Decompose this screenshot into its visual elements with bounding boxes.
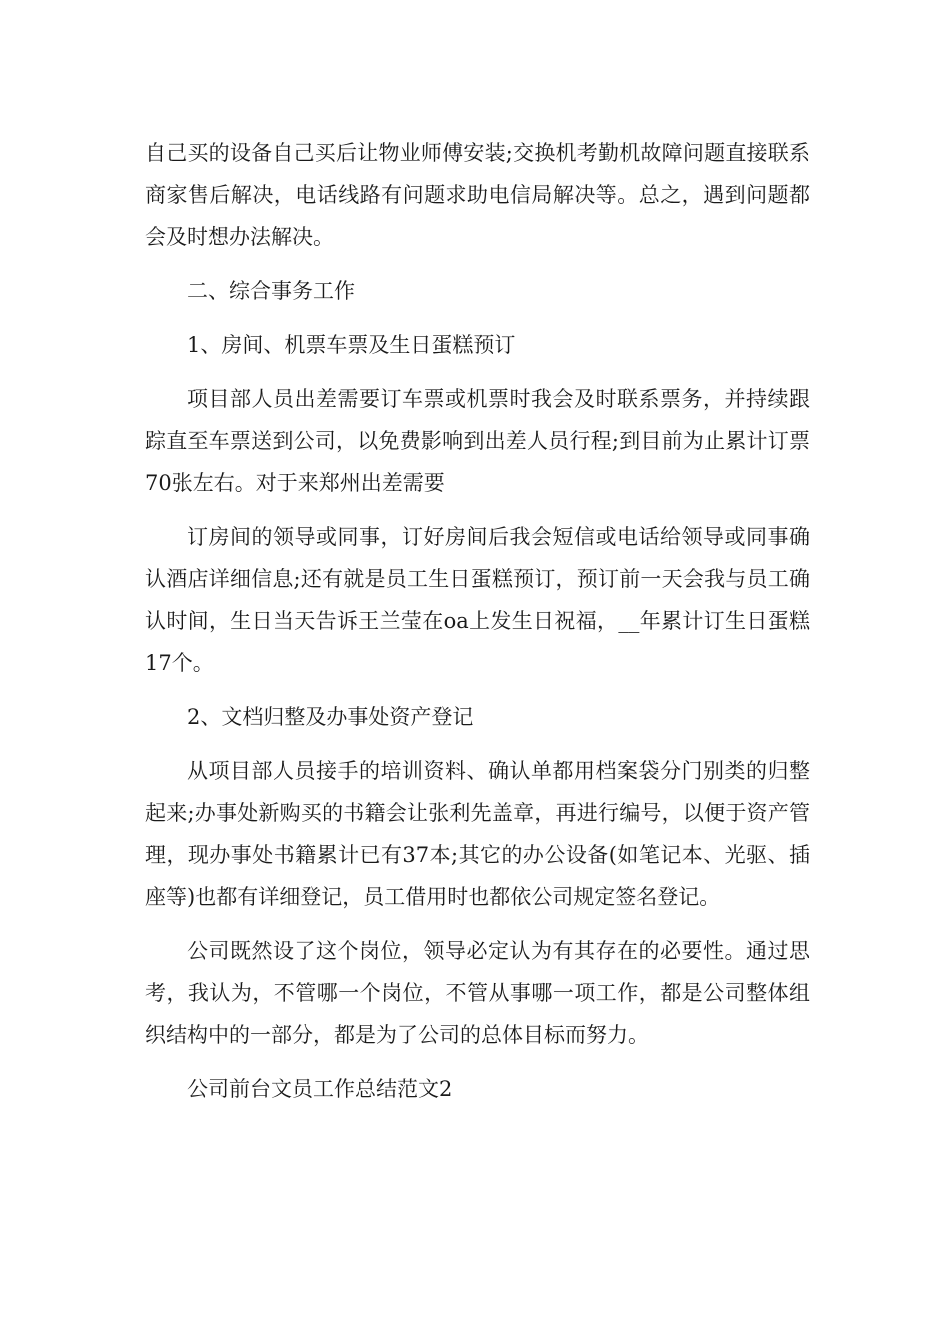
paragraph-position-reflection: 公司既然设了这个岗位，领导必定认为有其存在的必要性。通过思考，我认为，不管哪一个岗位，不管从事哪一项工作，都是公司整体组织结构中的一部分，都是为了公司的总体目标而努力。 [145,939,810,1047]
paragraph-ticket-booking: 项目部人员出差需要订车票或机票时我会及时联系票务，并持续跟踪直至车票送到公司，以免费影响到出差人员行程;到目前为止累计订票70张左右。对于来郑州出差需要 [145,387,810,495]
section-title-summary-2: 公司前台文员工作总结范文2 [187,1077,453,1101]
subheading-booking: 1、房间、机票车票及生日蛋糕预订 [187,333,516,357]
section-heading-general-affairs: 二、综合事务工作 [187,279,355,303]
subheading-archive-and-assets: 2、文档归整及办事处资产登记 [187,705,474,729]
paragraph-archive-and-assets: 从项目部人员接手的培训资料、确认单都用档案袋分门别类的归整起来;办事处新购买的书籍会让张利先盖章，再进行编号，以便于资产管理，现办事处书籍累计已有37本;其它的办公设备(如笔记本、光驱、插座等)也都有详细登记，员工借用时也都依公司规定签名登记。 [145,759,810,909]
document-body [145,132,810,1122]
paragraph-continuation: 自己买的设备自己买后让物业师傅安装;交换机考勤机故障问题直接联系商家售后解决，电话线路有问题求助电信局解决等。总之，遇到问题都会及时想办法解决。 [145,141,810,249]
paragraph-room-and-cake-booking: 订房间的领导或同事，订好房间后我会短信或电话给领导或同事确认酒店详细信息;还有就是员工生日蛋糕预订，预订前一天会我与员工确认时间，生日当天告诉王兰莹在oa上发生日祝福，__年累计订生日蛋糕17个。 [145,525,810,675]
